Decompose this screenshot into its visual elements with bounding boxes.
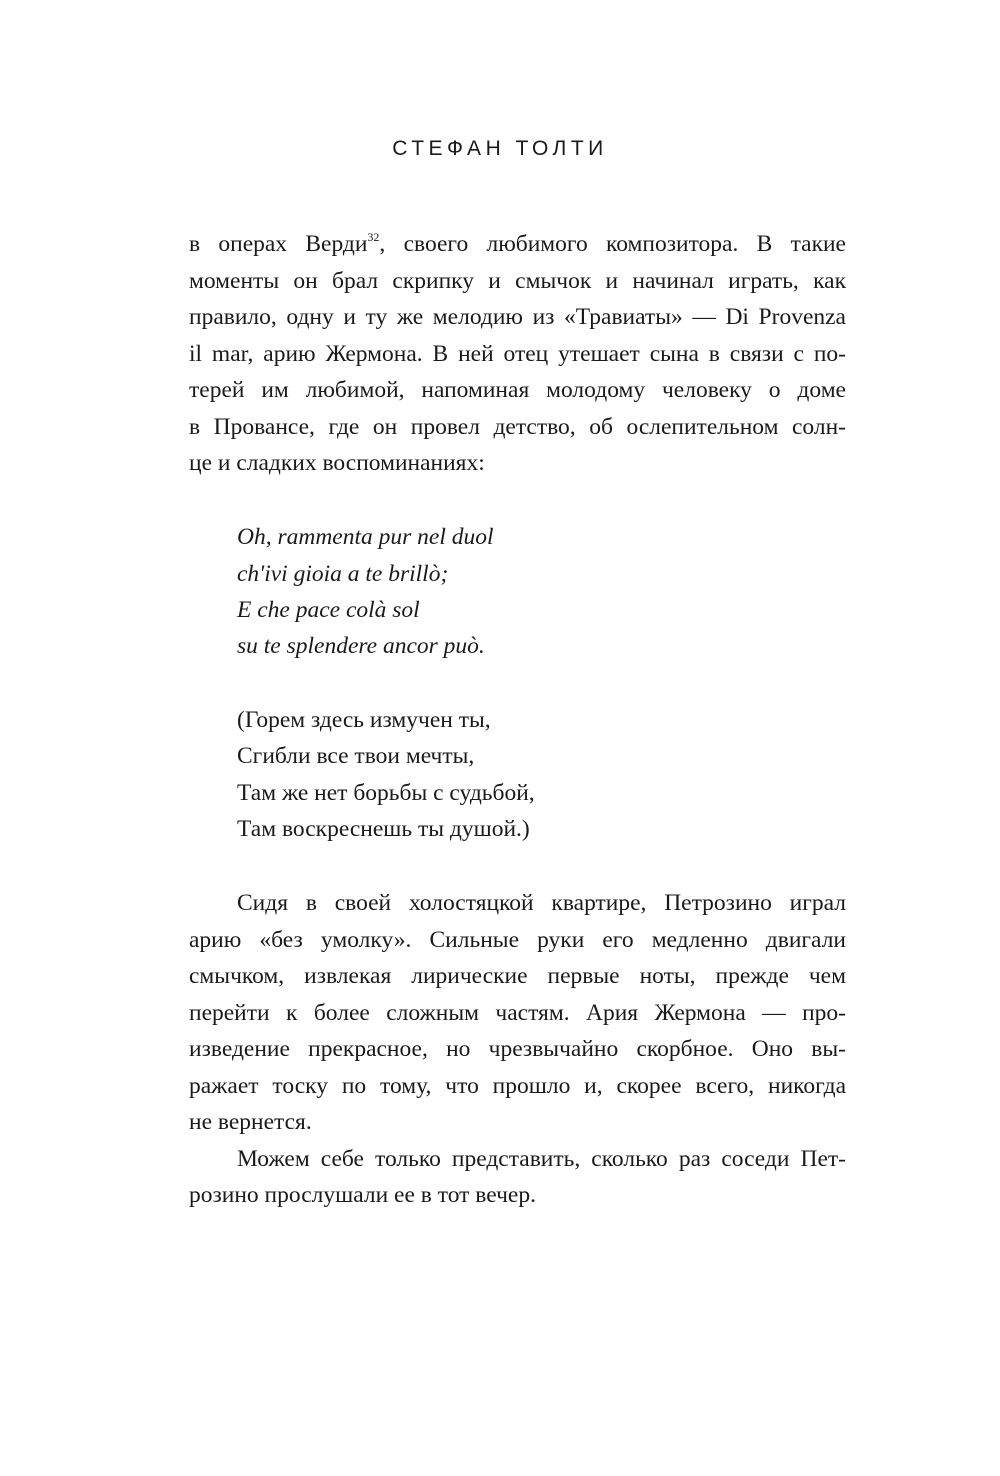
paragraph-line: розино прослушали ее в тот вечер. [189,1182,536,1208]
verse-line-russian: Там воскреснешь ты душой.) [237,816,530,842]
paragraph-line: це и сладких воспоминаниях: [189,450,485,476]
verse-line-italian: ch'ivi gioia a te brillò; [237,561,449,587]
paragraph-line: Можем себе только представить, сколько раз соседи Пет- [237,1146,846,1172]
paragraph-line: Сидя в своей холостяцкой квартире, Петрозино играл [237,890,846,916]
paragraph-line: ражает тоску по тому, что прошло и, скорее всего, никогда [189,1073,846,1099]
paragraph-line: перейти к более сложным частям. Ария Жермона — про- [189,1000,846,1026]
verse-line-italian: Oh, rammenta pur nel duol [237,524,494,550]
paragraph-line: в Провансе, где он провел детство, об ослепительном солн- [189,414,846,440]
paragraph-line: il mar, арию Жермона. В ней отец утешает сына в связи с по- [189,341,846,367]
paragraph-line: арию «без умолку». Сильные руки его медленно двигали [189,927,846,953]
running-head-author: СТЕФАН ТОЛТИ [392,137,608,160]
paragraph-line-text: , своего любимого композитора. В такие [379,231,846,257]
paragraph-line [189,226,846,262]
verse-line-italian: su te splendere ancor può. [237,633,485,659]
footnote-reference[interactable]: 32 [367,230,380,244]
paragraph-line: терей им любимой, напоминая молодому человеку о доме [189,377,846,403]
paragraph-line: моменты он брал скрипку и смычок и начинал играть, как [189,268,846,294]
verse-line-russian: (Горем здесь измучен ты, [237,707,491,733]
paragraph-line-text: в операх Верди [189,231,368,257]
paragraph-line: смычком, извлекая лирические первые ноты, прежде чем [189,963,846,989]
paragraph-line: изведение прекрасное, но чрезвычайно скорбное. Оно вы- [189,1036,846,1062]
verse-line-italian: E che pace colà sol [237,597,420,623]
paragraph-line: правило, одну и ту же мелодию из «Травиаты» — Di Provenza [189,304,846,330]
verse-line-russian: Там же нет борьбы с судьбой, [237,780,535,806]
paragraph-line: не вернется. [189,1109,312,1135]
verse-line-russian: Сгибли все твои мечты, [237,743,475,769]
